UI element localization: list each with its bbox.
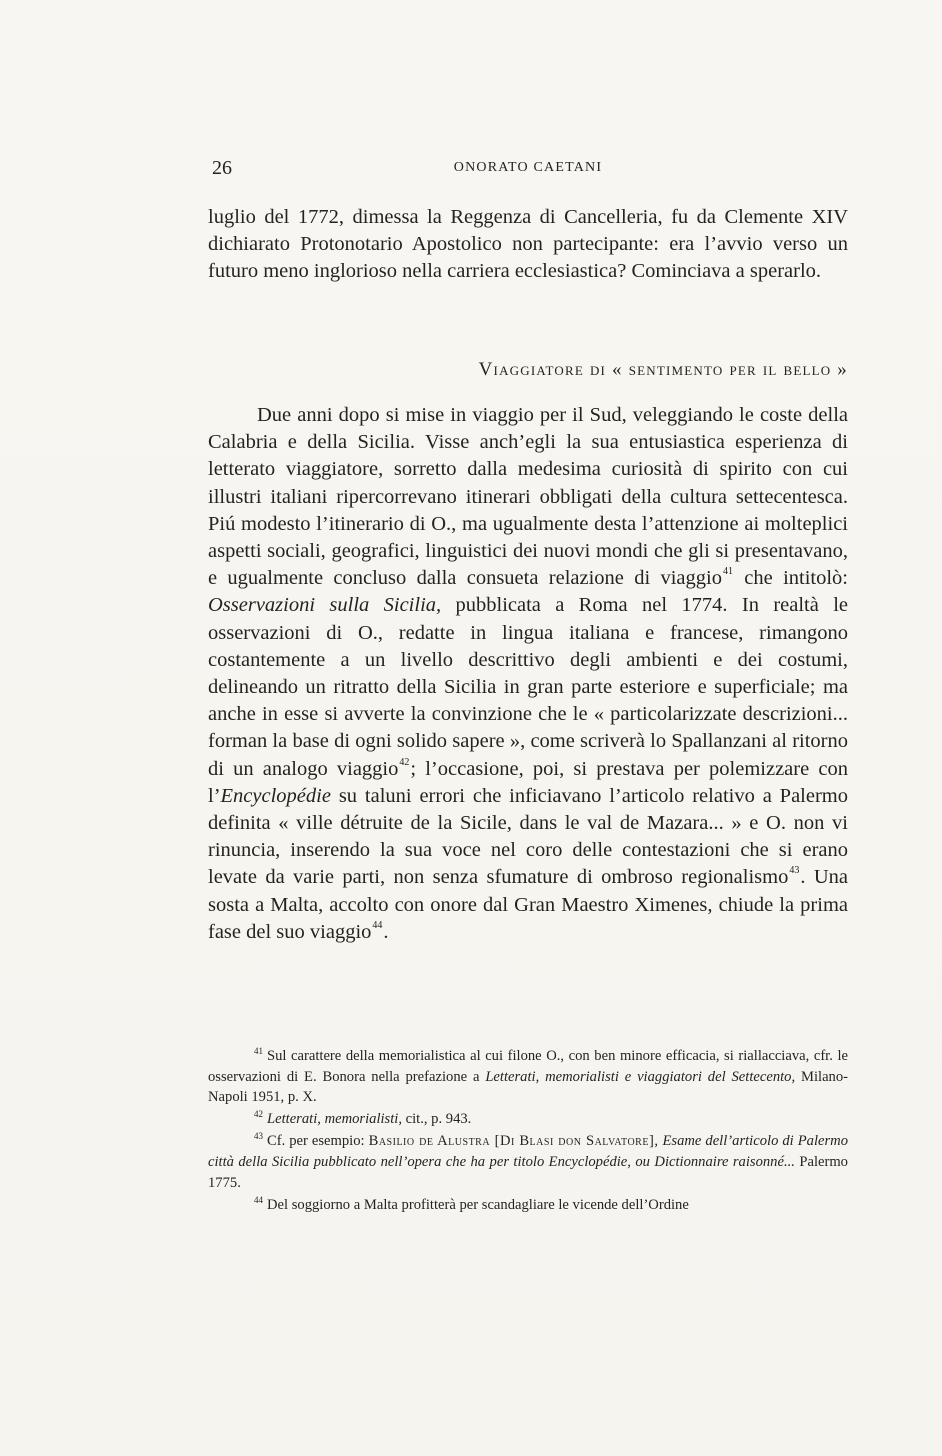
paragraph-2-text-c: pubblicata a Roma nel 1774. In realtà le osservazioni di O., redatte in lingua italiana e francese, rimangono costantemente a un livello descrittivo degli ambienti e dei costumi, delineando un ritratto della Sicilia in gran parte esteriore e superficiale; ma anche in esse si avverte la convinzione che le « particolarizzate descrizioni... forman la base di ogni solido sapere », come scriverà lo Spallanzani al ritorno di un analogo viaggio — [208, 594, 848, 780]
footnote-42-text-b: cit., p. 943. — [402, 1111, 472, 1128]
footnote-43-author: Basilio de Alustra [Di Blasi don Salvatore], — [368, 1133, 659, 1150]
footnote-44-number: 44 — [254, 1194, 263, 1205]
footnote-44 — [208, 1195, 848, 1216]
note-ref-41: 41 — [722, 566, 733, 578]
note-ref-42: 42 — [399, 756, 410, 768]
page-number: 26 — [212, 157, 232, 179]
footnote-43-number: 43 — [254, 1131, 263, 1142]
paragraph-2-text-b: che intitolò: — [733, 567, 849, 590]
footnote-42-title: Letterati, memorialisti, — [267, 1111, 402, 1128]
title-encyclopedie: Encyclopédie — [220, 784, 331, 807]
note-ref-44: 44 — [372, 919, 383, 931]
footnotes — [208, 1046, 848, 1236]
paragraph-2-text-d: ; l’occasione, poi, si prestava per polemizzare con l’ — [208, 757, 848, 807]
footnote-42-number: 42 — [254, 1109, 263, 1120]
footnote-43-title: Esame dell’articolo di Palermo città della Sicilia pubblicato nell’opera che ha per titolo Encyclopédie, ou Dictionnaire raisonné... — [208, 1133, 848, 1170]
section-heading: Viaggiatore di « sentimento per il bello » — [478, 359, 848, 380]
note-ref-43: 43 — [789, 865, 800, 877]
paragraph-2-text-a: Due anni dopo si mise in viaggio per il Sud, veleggiando le coste della Calabria e della Sicilia. Visse anch’egli la sua entusiastica esperienza di letterato viaggiatore, sorretto dalla medesima curiosità di spirito con cui illustri italiani ripercorrevano itinerari obbligati della cultura settecentesca. Piú modesto l’itinerario di O., ma ugualmente desta l’attenzione ai molteplici aspetti sociali, geografici, linguistici dei nuovi mondi che gli si presentavano, e ugualmente concluso dalla consueta relazione di viaggio — [208, 404, 848, 590]
page-header — [208, 154, 848, 182]
footnote-43-text-b: Palermo 1775. — [208, 1153, 848, 1191]
paragraph-2-text-e: su taluni errori che inficiavano l’articolo relativo a Palermo definita « ville détruite de la Sicile, dans le val de Mazara... » e O. non vi rinuncia, inserendo la sua voce nel coro delle contestazioni che si erano levate da varie parti, non senza sfumature di ombroso regionalismo — [208, 784, 848, 889]
footnote-43 — [208, 1131, 848, 1193]
title-osservazioni: Osservazioni sulla Sicilia, — [208, 594, 442, 617]
paragraph-2 — [208, 402, 848, 1026]
footnote-43-text-a: Cf. per esempio: — [267, 1133, 369, 1150]
footnote-41-title: Letterati, memorialisti e viaggiatori del Settecento, — [485, 1068, 796, 1085]
footnote-42 — [208, 1109, 848, 1130]
footnote-41-text-b: Milano-Napoli 1951, p. X. — [208, 1068, 849, 1106]
paragraph-2-text-f: . Una sosta a Malta, accolto con onore dal Gran Maestro Ximenes, chiude la prima fase del suo viaggio — [208, 866, 848, 943]
footnote-44-text-a: Del soggiorno a Malta profitterà per scandagliare le vicende dell’Ordine — [267, 1196, 689, 1213]
footnote-41 — [208, 1046, 848, 1108]
paragraph-2-text-g: . — [383, 920, 389, 943]
footnote-41-number: 41 — [254, 1046, 263, 1056]
running-title: ONORATO CAETANI — [453, 160, 603, 175]
footnote-41-text-a: Sul carattere della memorialistica al cui filone O., con ben minore efficacia, si riallacciava, cfr. le osservazioni di E. Bonora nella prefazione a — [208, 1048, 848, 1085]
paragraph-1: luglio del 1772, dimessa la Reggenza di Cancelleria, fu da Clemente XIV dichiarato Protonotario Apostolico non partecipante: era l’avvio verso un futuro meno inglorioso nella carriera ecclesiastica? Cominciava a sperarlo. — [208, 206, 848, 283]
